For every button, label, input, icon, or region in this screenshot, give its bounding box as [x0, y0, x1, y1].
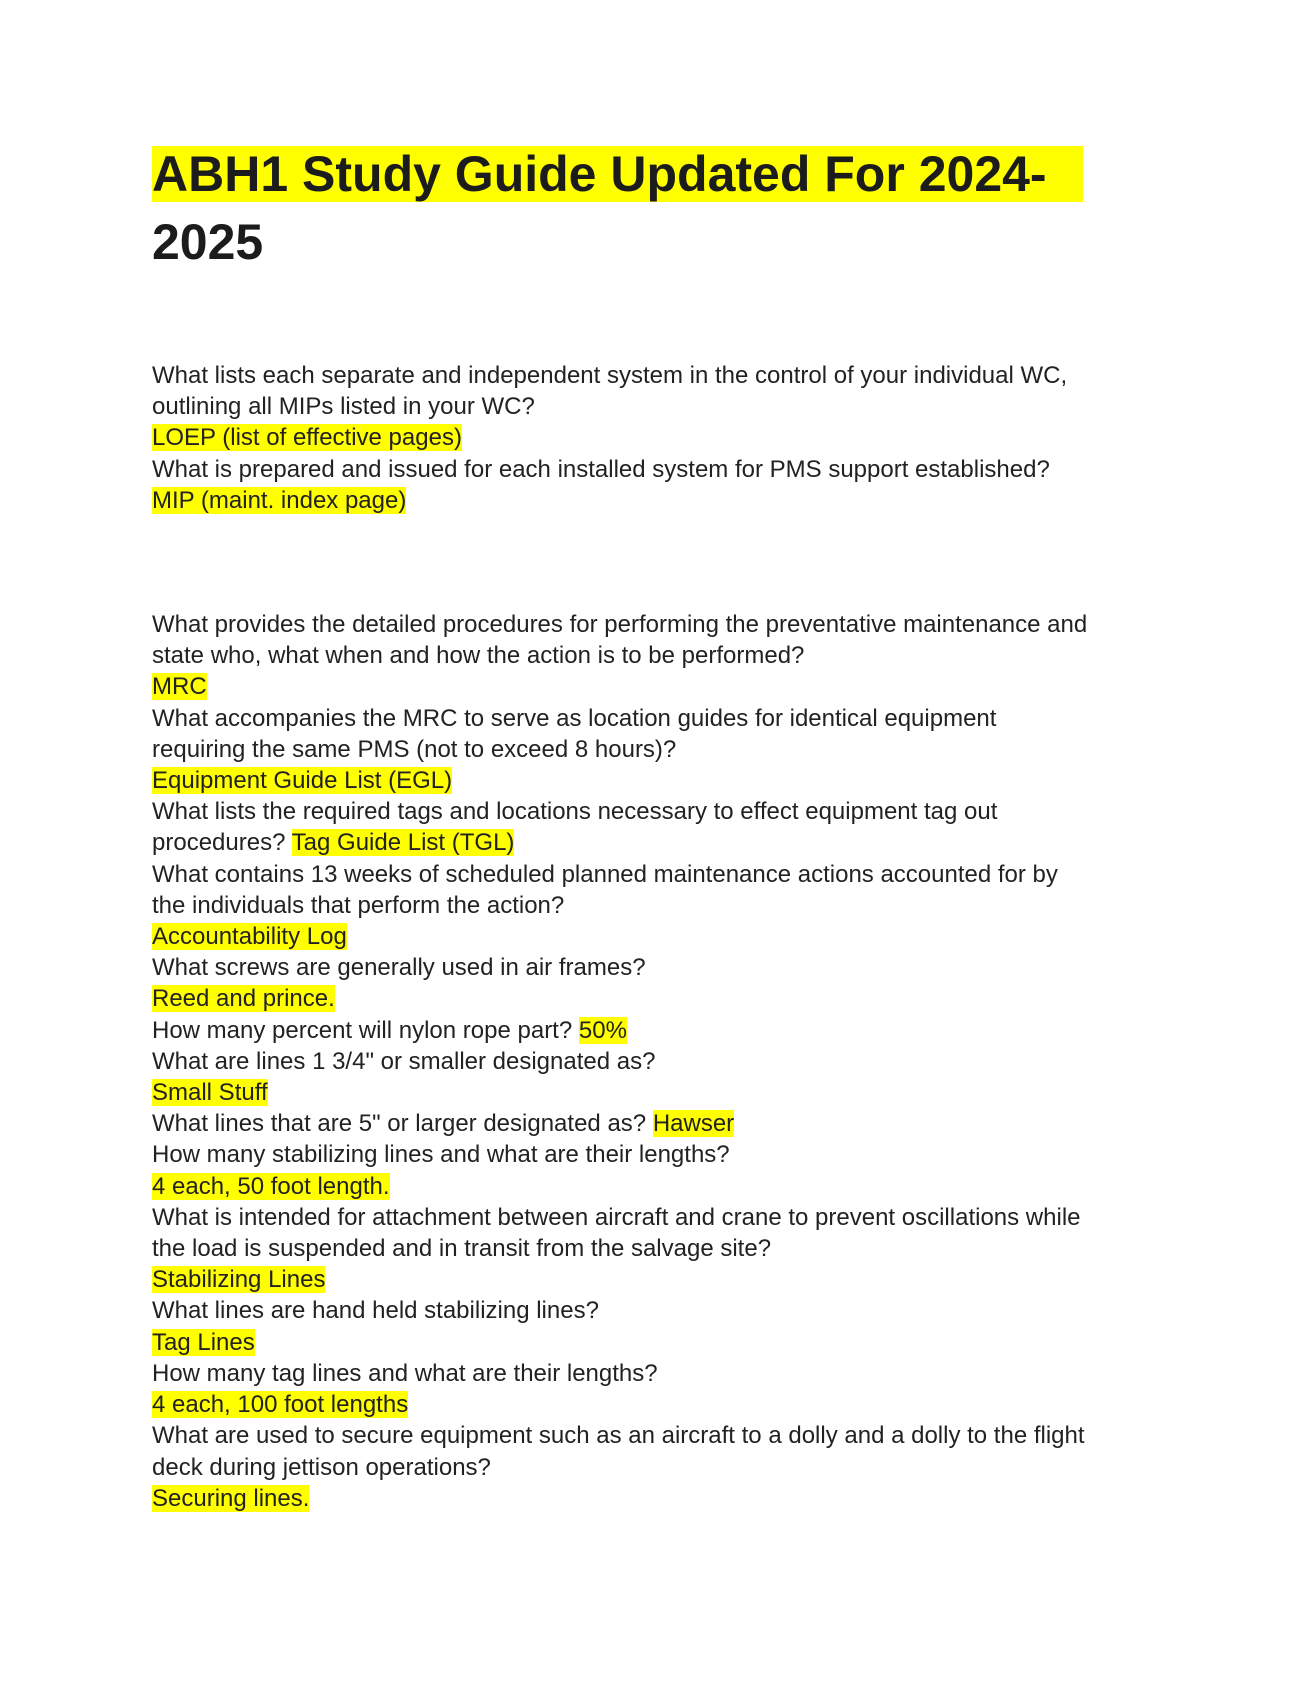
- question-text: requiring the same PMS (not to exceed 8 hours)?: [152, 735, 677, 763]
- answer-highlight: Hawser: [652, 1110, 735, 1138]
- document-title: [152, 140, 1162, 276]
- question-text: the load is suspended and in transit from the salvage site?: [152, 1235, 772, 1263]
- qa-block-2: [152, 609, 1162, 1514]
- answer-highlight: Securing lines.: [152, 1484, 310, 1512]
- question-text: What provides the detailed procedures for performing the preventative maintenance and: [152, 611, 1088, 639]
- answer-highlight: LOEP (list of effective pages): [152, 424, 462, 452]
- answer-highlight: Equipment Guide List (EGL): [152, 767, 453, 795]
- answer-highlight: Reed and prince.: [152, 985, 335, 1013]
- question-text: What are used to secure equipment such as an aircraft to a dolly and a dolly to the flight: [152, 1422, 1085, 1450]
- answer-highlight: Tag Lines: [152, 1328, 255, 1356]
- title-line-1: ABH1 Study Guide Updated For 2024-: [152, 146, 1083, 202]
- answer-highlight: MRC: [152, 673, 207, 701]
- answer-highlight: Stabilizing Lines: [152, 1266, 326, 1294]
- answer-highlight: Tag Guide List (TGL): [291, 829, 515, 857]
- question-text: What is prepared and issued for each installed system for PMS support established?: [152, 455, 1050, 483]
- question-text: What lists the required tags and locations necessary to effect equipment tag out: [152, 798, 998, 826]
- qa-block-1: [152, 360, 1162, 516]
- question-text: What lines are hand held stabilizing lines?: [152, 1297, 599, 1325]
- question-text: What are lines 1 3/4" or smaller designated as?: [152, 1047, 656, 1075]
- question-text: How many stabilizing lines and what are their lengths?: [152, 1141, 730, 1169]
- document-page: [152, 140, 1162, 1514]
- question-text: deck during jettison operations?: [152, 1453, 491, 1481]
- question-text: the individuals that perform the action?: [152, 891, 565, 919]
- question-text: What is intended for attachment between aircraft and crane to prevent oscillations while: [152, 1203, 1081, 1231]
- title-line-2: 2025: [152, 214, 264, 270]
- question-text: What screws are generally used in air frames?: [152, 954, 646, 982]
- question-text: How many percent will nylon rope part?: [152, 1016, 579, 1044]
- answer-highlight: 4 each, 50 foot length.: [152, 1172, 390, 1200]
- answer-highlight: 4 each, 100 foot lengths: [152, 1391, 409, 1419]
- question-text: What lines that are 5" or larger designated as?: [152, 1110, 653, 1138]
- answer-highlight: Accountability Log: [152, 923, 347, 951]
- question-text: procedures?: [152, 829, 292, 857]
- question-text: What accompanies the MRC to serve as location guides for identical equipment: [152, 704, 997, 732]
- answer-highlight: Small Stuff: [152, 1079, 268, 1107]
- question-text: How many tag lines and what are their lengths?: [152, 1359, 658, 1387]
- answer-highlight: MIP (maint. index page): [152, 486, 407, 514]
- question-text: state who, what when and how the action is to be performed?: [152, 642, 805, 670]
- question-text: outlining all MIPs listed in your WC?: [152, 393, 535, 421]
- answer-highlight: 50%: [578, 1016, 627, 1044]
- question-text: What lists each separate and independent system in the control of your individual WC,: [152, 362, 1068, 389]
- question-text: What contains 13 weeks of scheduled planned maintenance actions accounted for by: [152, 860, 1058, 888]
